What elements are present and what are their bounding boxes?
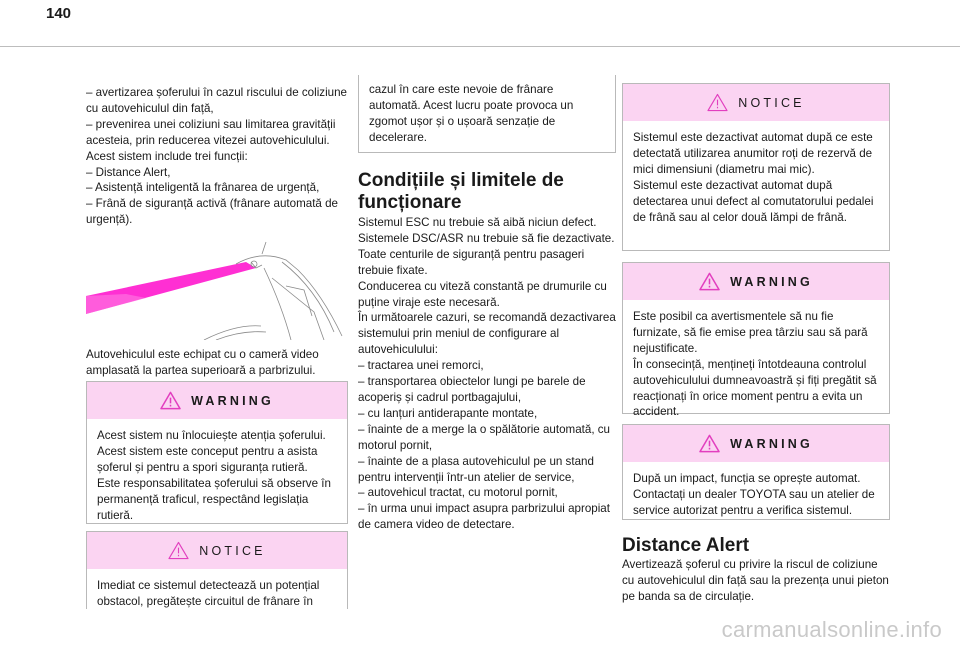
intro-text: – avertizarea șoferului în cazul riscului de coliziune cu autovehiculul din față, – prevenirea unei coliziuni sau limitarea gravității acesteia, prin reducerea vitezei autovehiculului. Acest sistem include trei funcții: – Distance Alert, – Asistență inteligentă la frânarea de urgență, – Frână de siguranță activă (frânare automată de urgență).: [86, 86, 347, 227]
warning-header: [623, 263, 889, 300]
notice-triangle-icon: [168, 541, 189, 560]
notice-title: NOTICE: [199, 543, 266, 558]
warning-title: WARNING: [191, 393, 274, 408]
section-heading-distance-alert: Distance Alert: [622, 535, 750, 556]
conditions-text: Sistemul ESC nu trebuie să aibă niciun defect. Sistemele DSC/ASR nu trebuie să fie dezactivate. Toate centurile de siguranță pentru pasageri trebuie fixate. Conducerea cu viteză constantă pe drumurile cu puține viraje este necesară. În următoarele cazuri, se recomandă dezactivarea sistemului prin meniul de configurare al autovehiculului: – tractarea unei remorci, – transportarea obiectelor lungi pe barele de acoperiș și cadrul portbagajului, – cu lanțuri antiderapante montate, – înainte de a merge la o spălătorie automată, cu motorul pornit, – înainte de a plasa autovehiculul pe un stand pentru intervenții într-un atelier de service, – autovehicul tractat, cu motorul pornit, – în urma unui impact asupra parbrizului apropiat de camera video de detectare.: [358, 216, 616, 532]
warning-triangle-icon: [699, 434, 720, 453]
page-number: 140: [46, 5, 72, 22]
warning-body: Acest sistem nu înlocuiește atenția șoferului. Acest sistem este conceput pentru a asista șoferul și pentru a spori siguranța rutieră. Este responsabilitatea șoferului să observe în permanență traficul, respectând legislația rutieră.: [97, 429, 331, 522]
notice-header: [87, 532, 347, 569]
warning-body: După un impact, funcția se oprește automat. Contactați un dealer TOYOTA sau un atelier de service autorizat pentru a verifica sistemul.: [633, 472, 875, 517]
warning-body: Este posibil ca avertismentele să nu fie furnizate, să fie emise prea târziu sau să pară nejustificate. În consecință, mențineți întotdeauna controlul autovehiculului dumneavoastră și fiți pregătit să reacționați în orice moment pentru a evita un accident.: [633, 310, 877, 419]
warning-triangle-icon: [699, 272, 720, 291]
warning-triangle-icon: [160, 391, 181, 410]
warning-box-impact: [622, 424, 890, 520]
notice-body: Sistemul este dezactivat automat după ce este detectată utilizarea anumitor roți de rezervă de mici dimensiuni (diametru mai mic). Sistemul este dezactivat automat după detectarea unui defect al comutatorului pedalei de frână sau al celor două lămpi de frână.: [633, 131, 874, 224]
distance-alert-text: Avertizează șoferul cu privire la riscul de coliziune cu autovehiculul din față sau la prezența unui pieton pe banda sa de circulație.: [622, 558, 889, 603]
section-heading-conditions: Condițiile și limitele de funcționare: [358, 170, 564, 213]
warning-box-alerts: [622, 262, 890, 419]
notice-header: [623, 84, 889, 121]
warning-title: WARNING: [730, 274, 813, 289]
warning-header: [623, 425, 889, 462]
notice-continued-body: cazul în care este nevoie de frânare automată. Acest lucru poate provoca un zgomot ușor și o ușoară senzație de decelerare.: [369, 83, 574, 144]
notice-body: Imediat ce sistemul detectează un potențial obstacol, pregătește circuitul de frânare în: [97, 579, 320, 608]
warning-header: [87, 382, 347, 419]
camera-description: Autovehiculul este echipat cu o cameră video amplasată la partea superioară a parbrizului.: [86, 348, 319, 377]
notice-box-continued: [358, 75, 616, 153]
header-divider: [0, 46, 960, 47]
notice-title: NOTICE: [738, 95, 805, 110]
watermark: carmanualsonline.info: [721, 617, 942, 642]
warning-box-system: [86, 381, 348, 524]
notice-box-brake-prep: [86, 531, 348, 609]
notice-triangle-icon: [707, 93, 728, 112]
notice-box-deactivation: [622, 83, 890, 251]
windshield-camera-illustration: [86, 228, 348, 340]
warning-title: WARNING: [730, 436, 813, 451]
